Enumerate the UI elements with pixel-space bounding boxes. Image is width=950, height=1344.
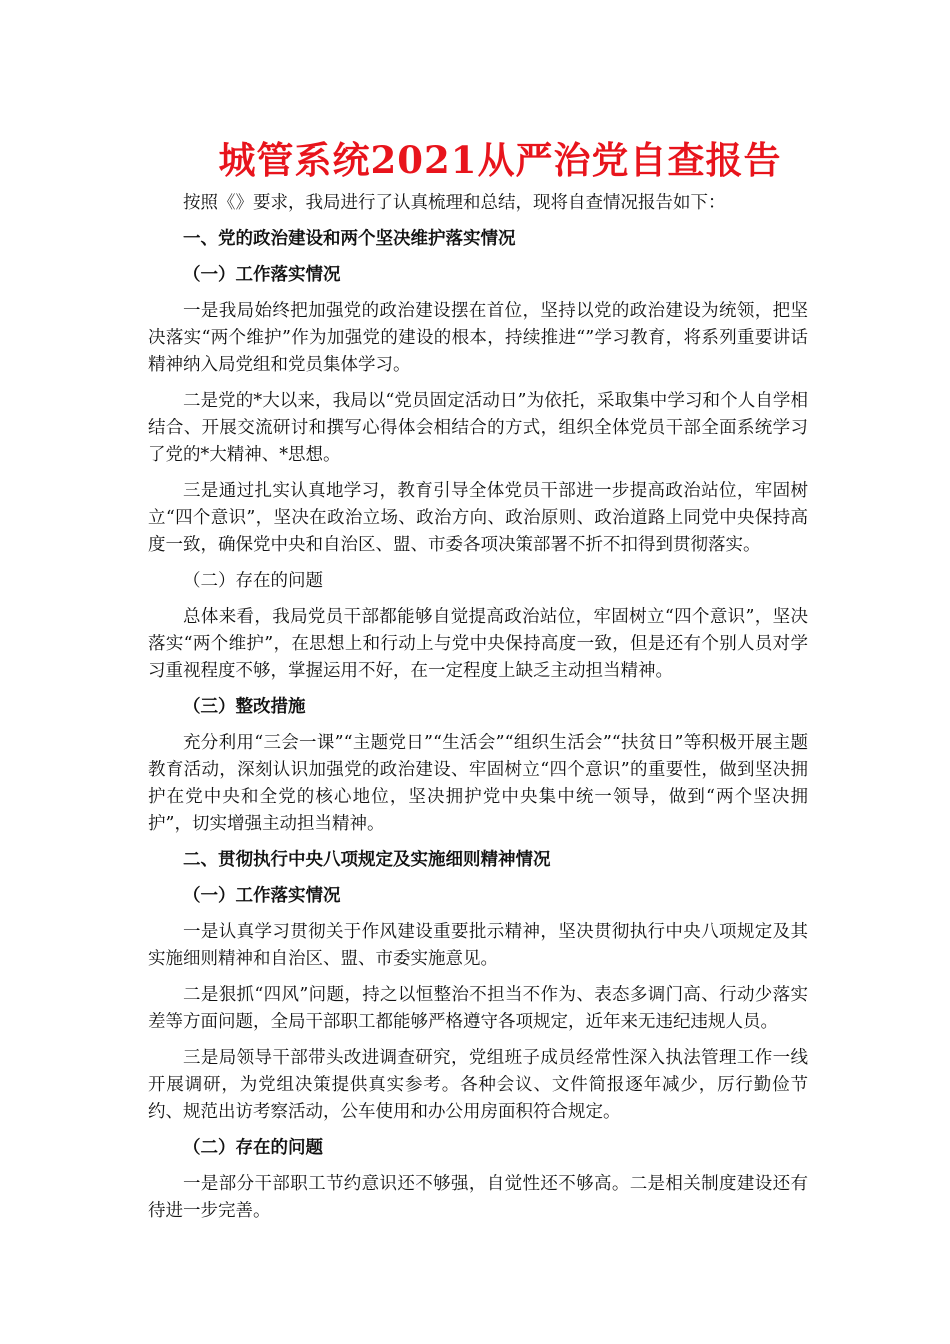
section-heading-2: 二、贯彻执行中央八项规定及实施细则精神情况: [183, 850, 551, 870]
body-paragraph: 三是局领导干部带头改进调查研究，党组班子成员经常性深入执法管理工作一线开展调研，为党组决策提供真实参考。各种会议、文件简报逐年减少，厉行勤俭节约、规范出访考察活动，公车使用和办公用房面积符合规定。: [148, 1048, 808, 1122]
body-paragraph: 一是部分干部职工节约意识还不够强，自觉性还不够高。二是相关制度建设还有待进一步完善。: [148, 1174, 808, 1221]
body-paragraph: 充分利用“三会一课”“主题党日”“生活会”“组织生活会”“扶贫日”等积极开展主题教育活动，深刻认识加强党的政治建设、牢固树立“四个意识”的重要性，做到坚决拥护在党中央和全党的核心地位，坚决拥护党中央集中统一领导，做到“两个坚决拥护”，切实增强主动担当精神。: [148, 733, 808, 834]
body-paragraph: 一是认真学习贯彻关于作风建设重要批示精神，坚决贯彻执行中央八项规定及其实施细则精神和自治区、盟、市委实施意见。: [148, 922, 808, 969]
document-title: 城管系统2021从严治党自查报告: [218, 138, 782, 182]
body-paragraph: 二是狠抓“四风”问题，持之以恒整治不担当不作为、表态多调门高、行动少落实差等方面问题，全局干部职工都能够严格遵守各项规定，近年来无违纪违规人员。: [148, 985, 808, 1032]
body-paragraph: 二是党的*大以来，我局以“党员固定活动日”为依托，采取集中学习和个人自学相结合、开展交流研讨和撰写心得体会相结合的方式，组织全体党员干部全面系统学习了党的*大精神、*思想。: [148, 391, 808, 465]
subsection-heading: （一）工作落实情况: [183, 265, 341, 285]
subsection-heading: （二）存在的问题: [183, 1138, 323, 1158]
body-paragraph: 总体来看，我局党员干部都能够自觉提高政治站位，牢固树立“四个意识”，坚决落实“两个维护”，在思想上和行动上与党中央保持高度一致，但是还有个别人员对学习重视程度不够，掌握运用不好，在一定程度上缺乏主动担当精神。: [148, 607, 808, 681]
body-paragraph: 一是我局始终把加强党的政治建设摆在首位，坚持以党的政治建设为统领，把坚决落实“两个维护”作为加强党的建设的根本，持续推进“”学习教育，将系列重要讲话精神纳入局党组和党员集体学习。: [148, 301, 808, 375]
section-heading-1: 一、党的政治建设和两个坚决维护落实情况: [183, 229, 516, 249]
subsection-heading: （二）存在的问题: [183, 571, 323, 591]
document-body: [148, 190, 808, 1234]
intro-paragraph: 按照《》要求，我局进行了认真梳理和总结，现将自查情况报告如下：: [183, 193, 726, 213]
body-paragraph: 三是通过扎实认真地学习，教育引导全体党员干部进一步提高政治站位，牢固树立“四个意识”，坚决在政治立场、政治方向、政治原则、政治道路上同党中央保持高度一致，确保党中央和自治区、盟、市委各项决策部署不折不扣得到贯彻落实。: [148, 481, 808, 555]
subsection-heading: （三）整改措施: [183, 697, 306, 717]
subsection-heading: （一）工作落实情况: [183, 886, 341, 906]
